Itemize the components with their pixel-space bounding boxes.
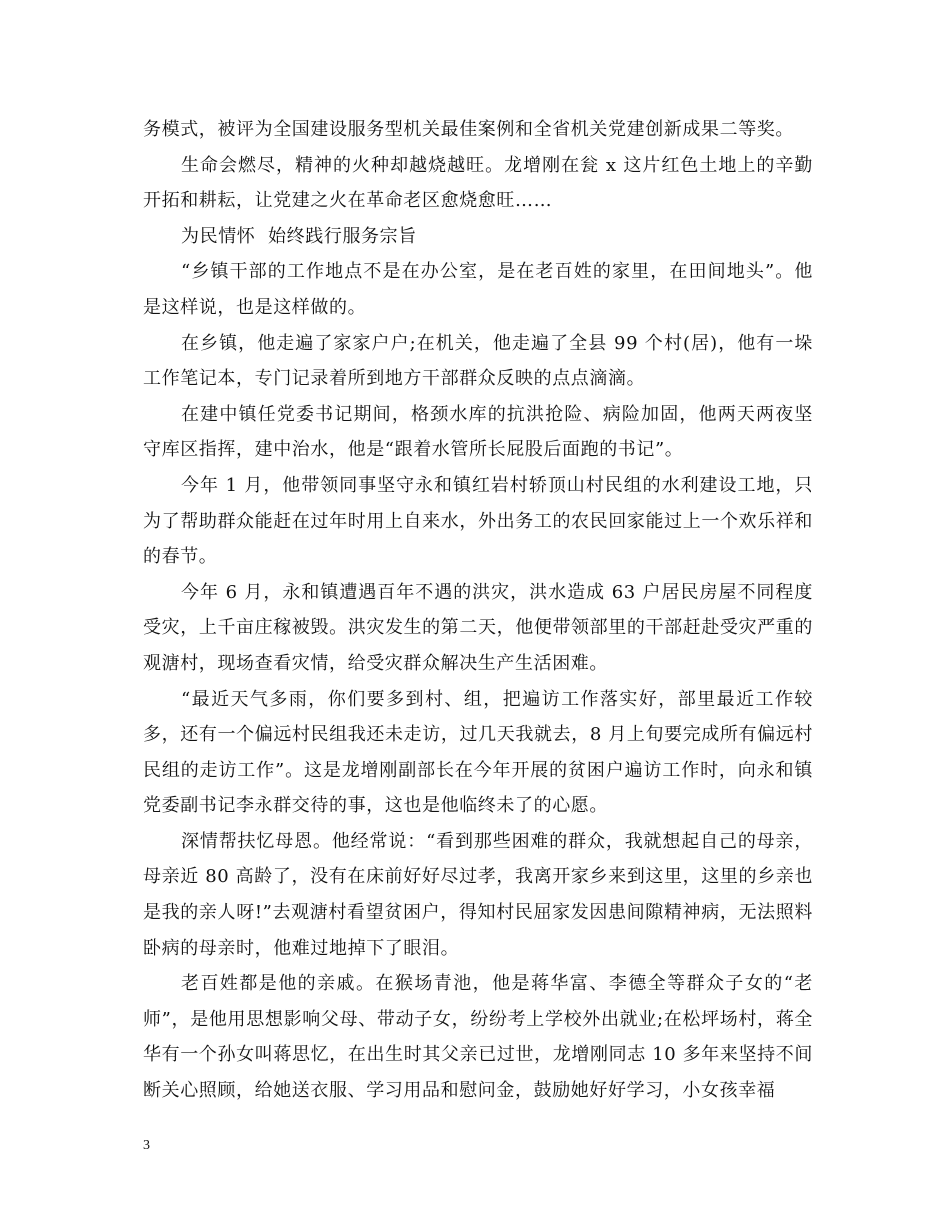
paragraph: 深情帮扶忆母恩。他经常说：“看到那些困难的群众，我就想起自己的母亲，母亲近 80 高龄了，没有在床前好好尽过孝，我离开家乡来到这里，这里的乡亲也是我的亲人呀!”去观溏村看望贫困户，得知村民屈家发因患间隙精神病，无法照料卧病的母亲时，他难过地掉下了眼泪。 xyxy=(143,830,813,959)
paragraph: 务模式，被评为全国建设服务型机关最佳案例和全省机关党建创新成果二等奖。 xyxy=(143,119,794,140)
paragraph: 今年 6 月，永和镇遭遇百年不遇的洪灾，洪水造成 63 户居民房屋不同程度受灾，上千亩庄稼被毁。洪灾发生的第二天，他便带领部里的干部赶赴受灾严重的观溏村，现场查看灾情，给受灾群众解决生产生活困难。 xyxy=(143,581,813,674)
paragraph: 在建中镇任党委书记期间，格颈水库的抗洪抢险、病险加固，他两天两夜坚守库区指挥，建中治水，他是“跟着水管所长屁股后面跑的书记”。 xyxy=(143,403,813,461)
paragraph: 老百姓都是他的亲戚。在猴场青池，他是蒋华富、李德全等群众子女的“老师”，是他用思想影响父母、带动子女，纷纷考上学校外出就业;在松坪场村，蒋全华有一个孙女叫蒋思忆，在出生时其父亲已过世，龙增刚同志 10 多年来坚持不间断关心照顾，给她送衣服、学习用品和慰问金，鼓励她好好学习，小女孩幸福 xyxy=(143,973,813,1102)
page-number: 3 xyxy=(143,1138,150,1153)
paragraph: 生命会燃尽，精神的火种却越烧越旺。龙增刚在瓮 x 这片红色土地上的辛勤开拓和耕耘，让党建之火在革命老区愈烧愈旺…… xyxy=(143,154,813,212)
body-text xyxy=(143,112,813,1109)
paragraph: 在乡镇，他走遍了家家户户;在机关，他走遍了全县 99 个村(居)，他有一垛工作笔记本，专门记录着所到地方干部群众反映的点点滴滴。 xyxy=(143,332,813,390)
paragraph: 今年 1 月，他带领同事坚守永和镇红岩村轿顶山村民组的水利建设工地，只为了帮助群众能赶在过年时用上自来水，外出务工的农民回家能过上一个欢乐祥和的春节。 xyxy=(143,474,813,568)
paragraph: “最近天气多雨，你们要多到村、组，把遍访工作落实好，部里最近工作较多，还有一个偏远村民组我还未走访，过几天我就去，8 月上旬要完成所有偏远村民组的走访工作”。这是龙增刚副部长在今年开展的贫困户遍访工作时，向永和镇党委副书记李永群交待的事，这也是他临终未了的心愿。 xyxy=(143,688,813,817)
section-heading: 为民情怀 始终践行服务宗旨 xyxy=(181,225,417,247)
paragraph: “乡镇干部的工作地点不是在办公室，是在老百姓的家里，在田间地头”。他是这样说，也是这样做的。 xyxy=(143,261,813,318)
